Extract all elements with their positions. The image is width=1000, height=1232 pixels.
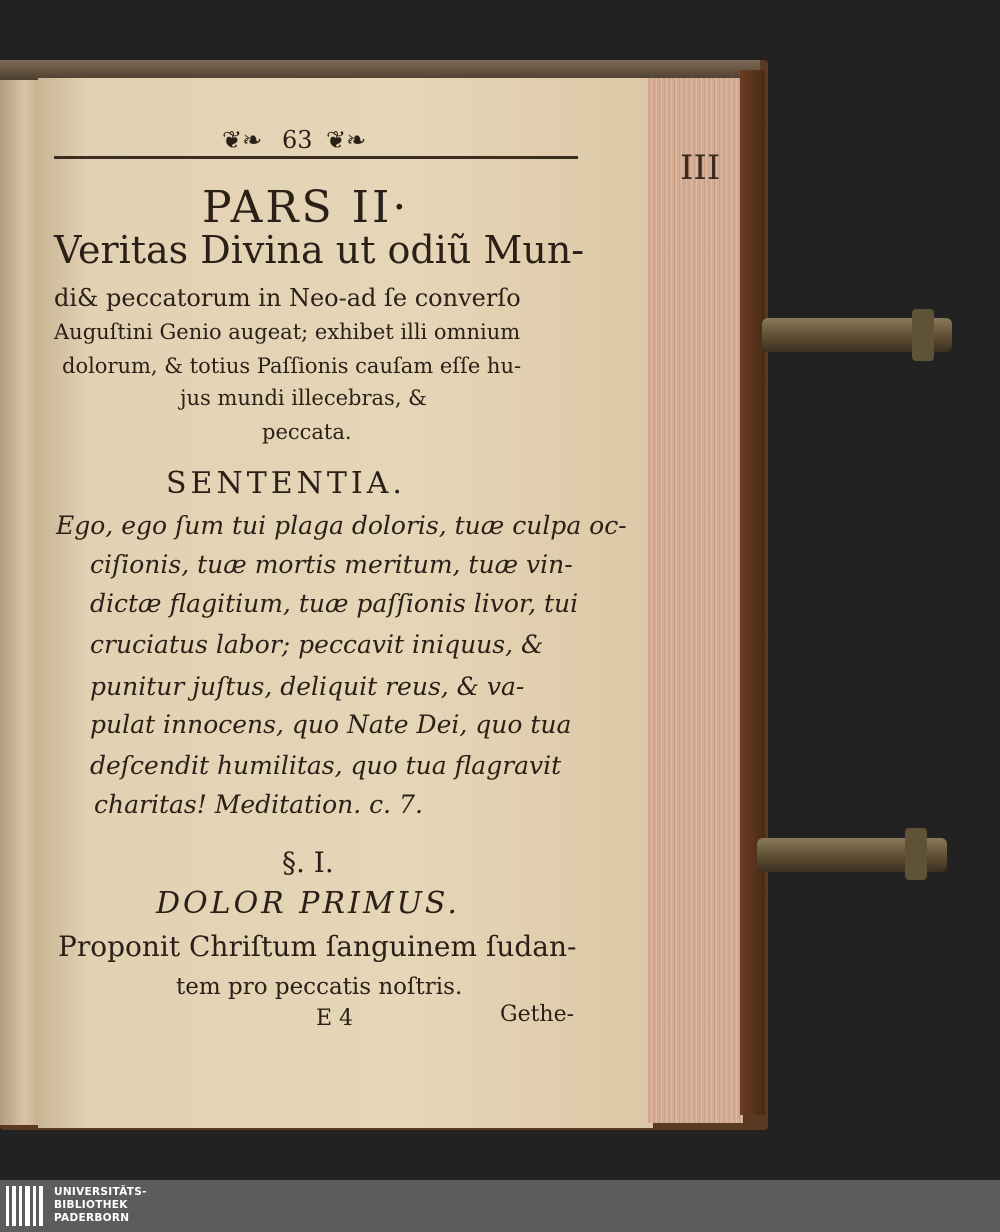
sententia-line-6: pulat innocens, quo Nate Dei, quo tua — [90, 710, 572, 739]
section-mark: §. I. — [282, 846, 334, 879]
subtitle-line-3: Auguſtini Genio augeat; exhibet illi omnium — [54, 320, 521, 344]
subtitle-line-2: di& peccatorum in Neo-ad ſe converſo — [54, 284, 521, 312]
signature-mark: E 4 — [316, 1006, 354, 1031]
subtitle-line-1: Veritas Divina ut odiũ Mun- — [54, 228, 585, 272]
sententia-heading: SENTENTIA. — [166, 466, 406, 501]
side-mark: III — [680, 148, 721, 188]
subtitle-line-6: peccata. — [262, 420, 352, 444]
page-fore-edge — [648, 78, 743, 1123]
sententia-line-3: dictæ flagitium, tuæ paſſionis livor, tui — [90, 589, 579, 618]
subtitle-line-4: dolorum, & totius Paſſionis cauſam eſſe hu- — [62, 354, 522, 378]
logo-line-3: PADERBORN — [54, 1212, 130, 1224]
dolor-line-2: tem pro peccatis noſtris. — [176, 974, 463, 1000]
sententia-line-2: ciſionis, tuæ mortis meritum, tuæ vin- — [90, 550, 573, 579]
page-number: 63 — [282, 126, 313, 154]
left-page-edge — [0, 80, 40, 1125]
catchword: Gethe- — [500, 1002, 575, 1027]
sententia-line-4: cruciatus labor; peccavit iniquus, & — [90, 630, 544, 659]
dolor-line-1: Proponit Chriſtum ſanguinem ſudan- — [58, 930, 577, 963]
library-logo-text — [54, 1186, 147, 1225]
sententia-line-5: punitur juſtus, deliquit reus, & va- — [90, 672, 525, 701]
sententia-line-7: deſcendit humilitas, quo tua flagravit — [90, 751, 562, 780]
clasp-end-lower — [905, 828, 927, 880]
clasp-end-upper — [912, 309, 934, 361]
part-title: PARS II· — [202, 182, 410, 233]
logo-line-2: BIBLIOTHEK — [54, 1199, 128, 1211]
subtitle-line-5: jus mundi illecebras, & — [180, 386, 427, 410]
library-logo-icon — [6, 1184, 50, 1228]
cover-spine-edge — [740, 70, 765, 1115]
ornament-right-icon: ❦❧ — [326, 126, 367, 154]
sententia-line-8: charitas! Meditation. c. 7. — [94, 790, 423, 819]
header-rule — [54, 156, 578, 159]
logo-line-1: UNIVERSITÄTS- — [54, 1186, 147, 1198]
dolor-heading: DOLOR PRIMUS. — [156, 886, 460, 921]
sententia-line-1: Ego, ego ſum tui plaga doloris, tuæ culpa oc- — [56, 511, 627, 540]
footer-bar — [0, 1180, 1000, 1232]
ornament-left-icon: ❦❧ — [222, 126, 263, 154]
